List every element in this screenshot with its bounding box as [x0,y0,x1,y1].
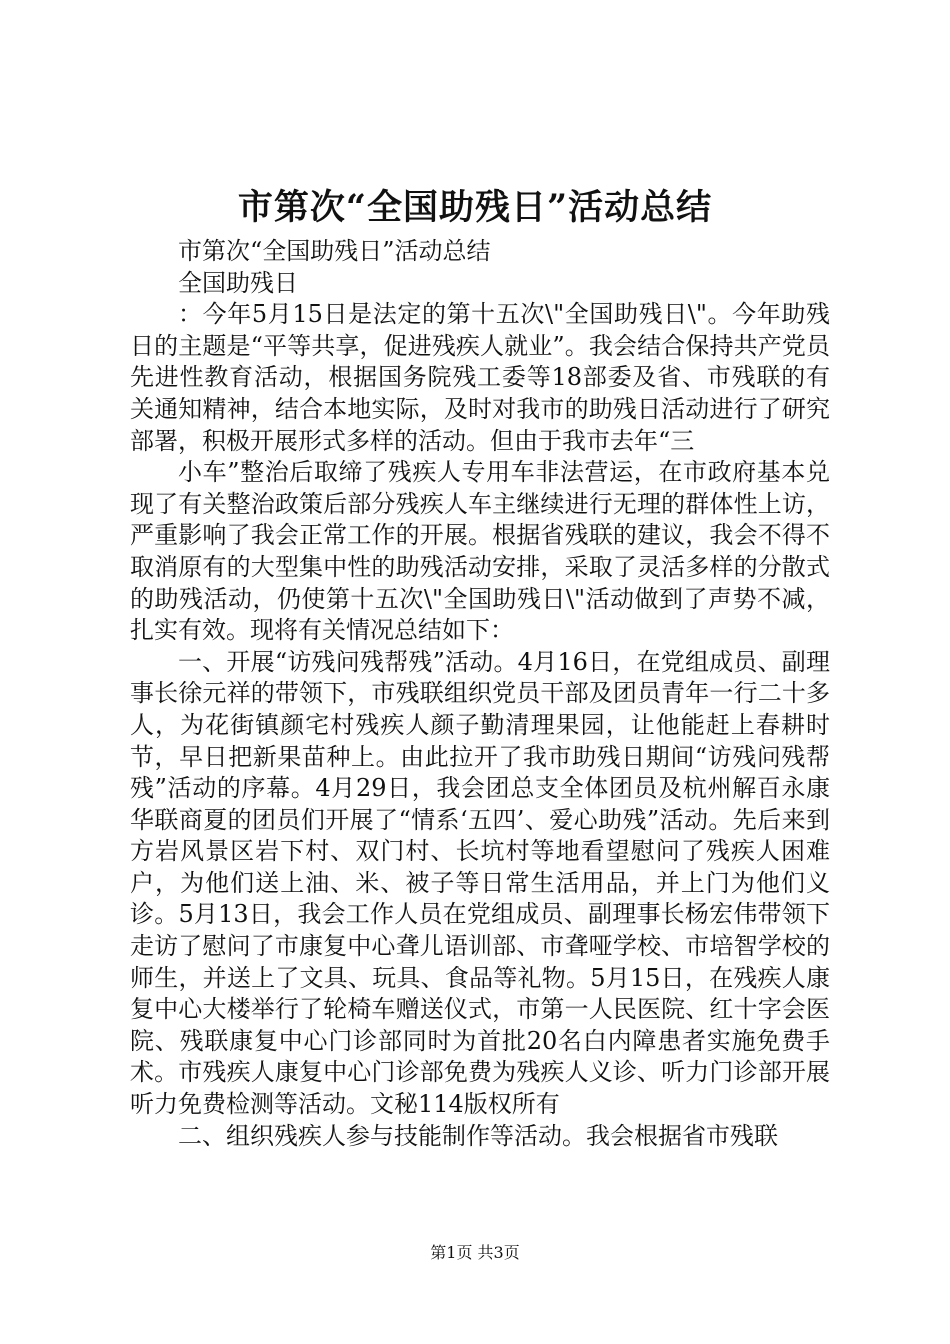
body-paragraph-6: 二、组织残疾人参与技能制作等活动。我会根据省市残联 [178,1121,778,1150]
body-paragraph-2: 全国助残日 [178,268,298,297]
body-paragraph-5: 一、开展“访残问残帮残”活动。4月16日，在党组成员、副理事长徐元祥的带领下，市残联组织党员干部及团员青年一行二十多人，为花街镇颜宅村残疾人颜子勤清理果园，让他能赶上春耕时节，早日把新果苗种上。由此拉开了我市助残日期间“访残问残帮残”活动的序幕。4月29日，我会团总支全体团员及杭州解百永康华联商夏的团员们开展了“情系‘五四’、爱心助残”活动。先后来到方岩风景区岩下村、双门村、长坑村等地看望慰问了残疾人困难户，为他们送上油、米、被子等日常生活用品，并上门为他们义诊。5月13日，我会工作人员在党组成员、副理事长杨宏伟带领下走访了慰问了市康复中心聋儿语训部、市聋哑学校、市培智学校的师生，并送上了文具、玩具、食品等礼物。5月15日，在残疾人康复中心大楼举行了轮椅车赠送仪式，市第一人民医院、红十字会医院、残联康复中心门诊部同时为首批20名白内障患者实施免费手术。市残疾人康复中心门诊部免费为残疾人义诊、听力门诊部开展听力免费检测等活动。文秘114版权所有 [130,647,830,1119]
document-body [130,236,830,1152]
document-title: 市第次“全国助残日”活动总结 [237,187,713,228]
page-footer: 第1页 共3页 [430,1243,520,1262]
body-paragraph-3: ：今年5月15日是法定的第十五次\"全国助残日\"。今年助残日的主题是“平等共享，促进残疾人就业”。我会结合保持共产党员先进性教育活动，根据国务院残工委等18部委及省、市残联的有关通知精神，结合本地实际，及时对我市的助残日活动进行了研究部署，积极开展形式多样的活动。但由于我市去年“三 [130,300,830,455]
body-paragraph-4: 小车”整治后取缔了残疾人专用车非法营运，在市政府基本兑现了有关整治政策后部分残疾人车主继续进行无理的群体性上访，严重影响了我会正常工作的开展。根据省残联的建议，我会不得不取消原有的大型集中性的助残活动安排，采取了灵活多样的分散式的助残活动，仍使第十五次\"全国助残日\"活动做到了声势不减，扎实有效。现将有关情况总结如下： [130,458,830,645]
body-paragraph-1: 市第次“全国助残日”活动总结 [178,237,491,265]
